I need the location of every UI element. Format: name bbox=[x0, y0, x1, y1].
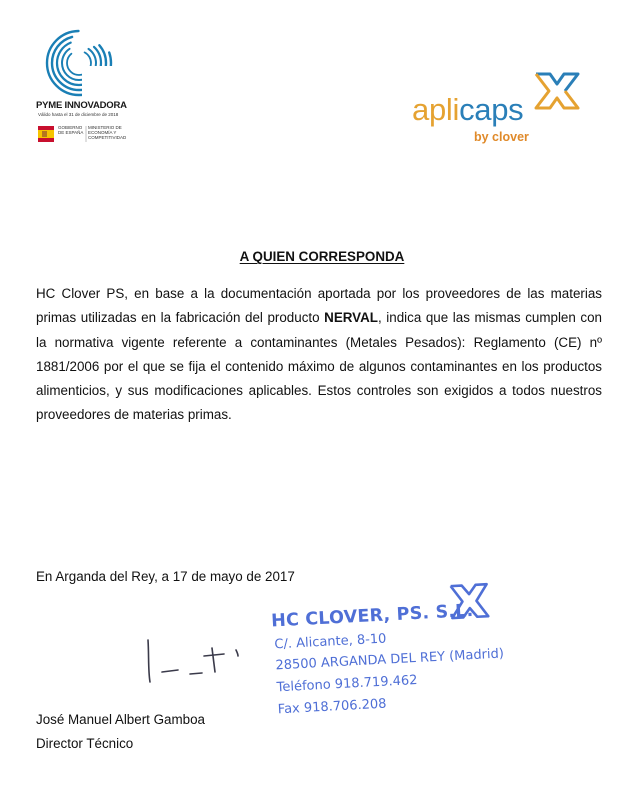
signer-role: Director Técnico bbox=[36, 736, 134, 751]
stamp-company-name: HC CLOVER, PS. S.L. bbox=[270, 600, 474, 632]
letter-body bbox=[36, 282, 602, 428]
aplicaps-wordmark bbox=[412, 92, 523, 128]
aplicaps-wordmark-part-2: caps bbox=[459, 92, 524, 127]
pyme-title: PYME INNOVADORA bbox=[36, 100, 127, 111]
company-stamp bbox=[262, 585, 508, 717]
aplicaps-x-icon bbox=[532, 68, 582, 114]
stamp-fax: Fax 918.706.208 bbox=[277, 696, 387, 718]
pyme-validity: Válido hasta el 31 de diciembre de 2018 bbox=[38, 112, 119, 117]
stamp-address: C/. Alicante, 8-10 bbox=[274, 631, 387, 653]
gov-label-gobierno: GOBIERNO DE ESPAÑA bbox=[58, 125, 84, 135]
pyme-innovadora-logo bbox=[44, 28, 114, 98]
product-name: NERVAL bbox=[324, 310, 378, 326]
gov-label-ministerio: MINISTERIO DE ECONOMÍA Y COMPETITIVIDAD bbox=[88, 125, 127, 140]
aplicaps-wordmark-part-1: apli bbox=[412, 92, 460, 127]
body-text-before: HC Clover PS, en base a la documentación aportada por los proveedores de las materias primas utilizadas en la fabricación del producto bbox=[36, 286, 602, 326]
signer-name: José Manuel Albert Gamboa bbox=[36, 712, 205, 727]
stamp-x-icon bbox=[447, 580, 491, 622]
letter-heading: A QUIEN CORRESPONDA bbox=[239, 249, 405, 264]
stamp-city: 28500 ARGANDA DEL REY (Madrid) bbox=[275, 646, 505, 674]
stamp-phone: Teléfono 918.719.462 bbox=[276, 672, 418, 696]
aplicaps-byline: by clover bbox=[474, 130, 529, 144]
dateline: En Arganda del Rey, a 17 de mayo de 2017 bbox=[36, 569, 295, 584]
body-text-after: , indica que las mismas cumplen con la normativa vigente referente a contaminantes (Metales Pesados): Reglamento (CE) nº 1881/2006 por el que se fija el contenido máximo de algunos contaminantes en los productos alimenticios, y sus modificaciones aplicables. Estos controles son exigidos a todos nuestros proveedores de materias primas. bbox=[36, 310, 602, 423]
handwritten-signature bbox=[140, 620, 260, 695]
